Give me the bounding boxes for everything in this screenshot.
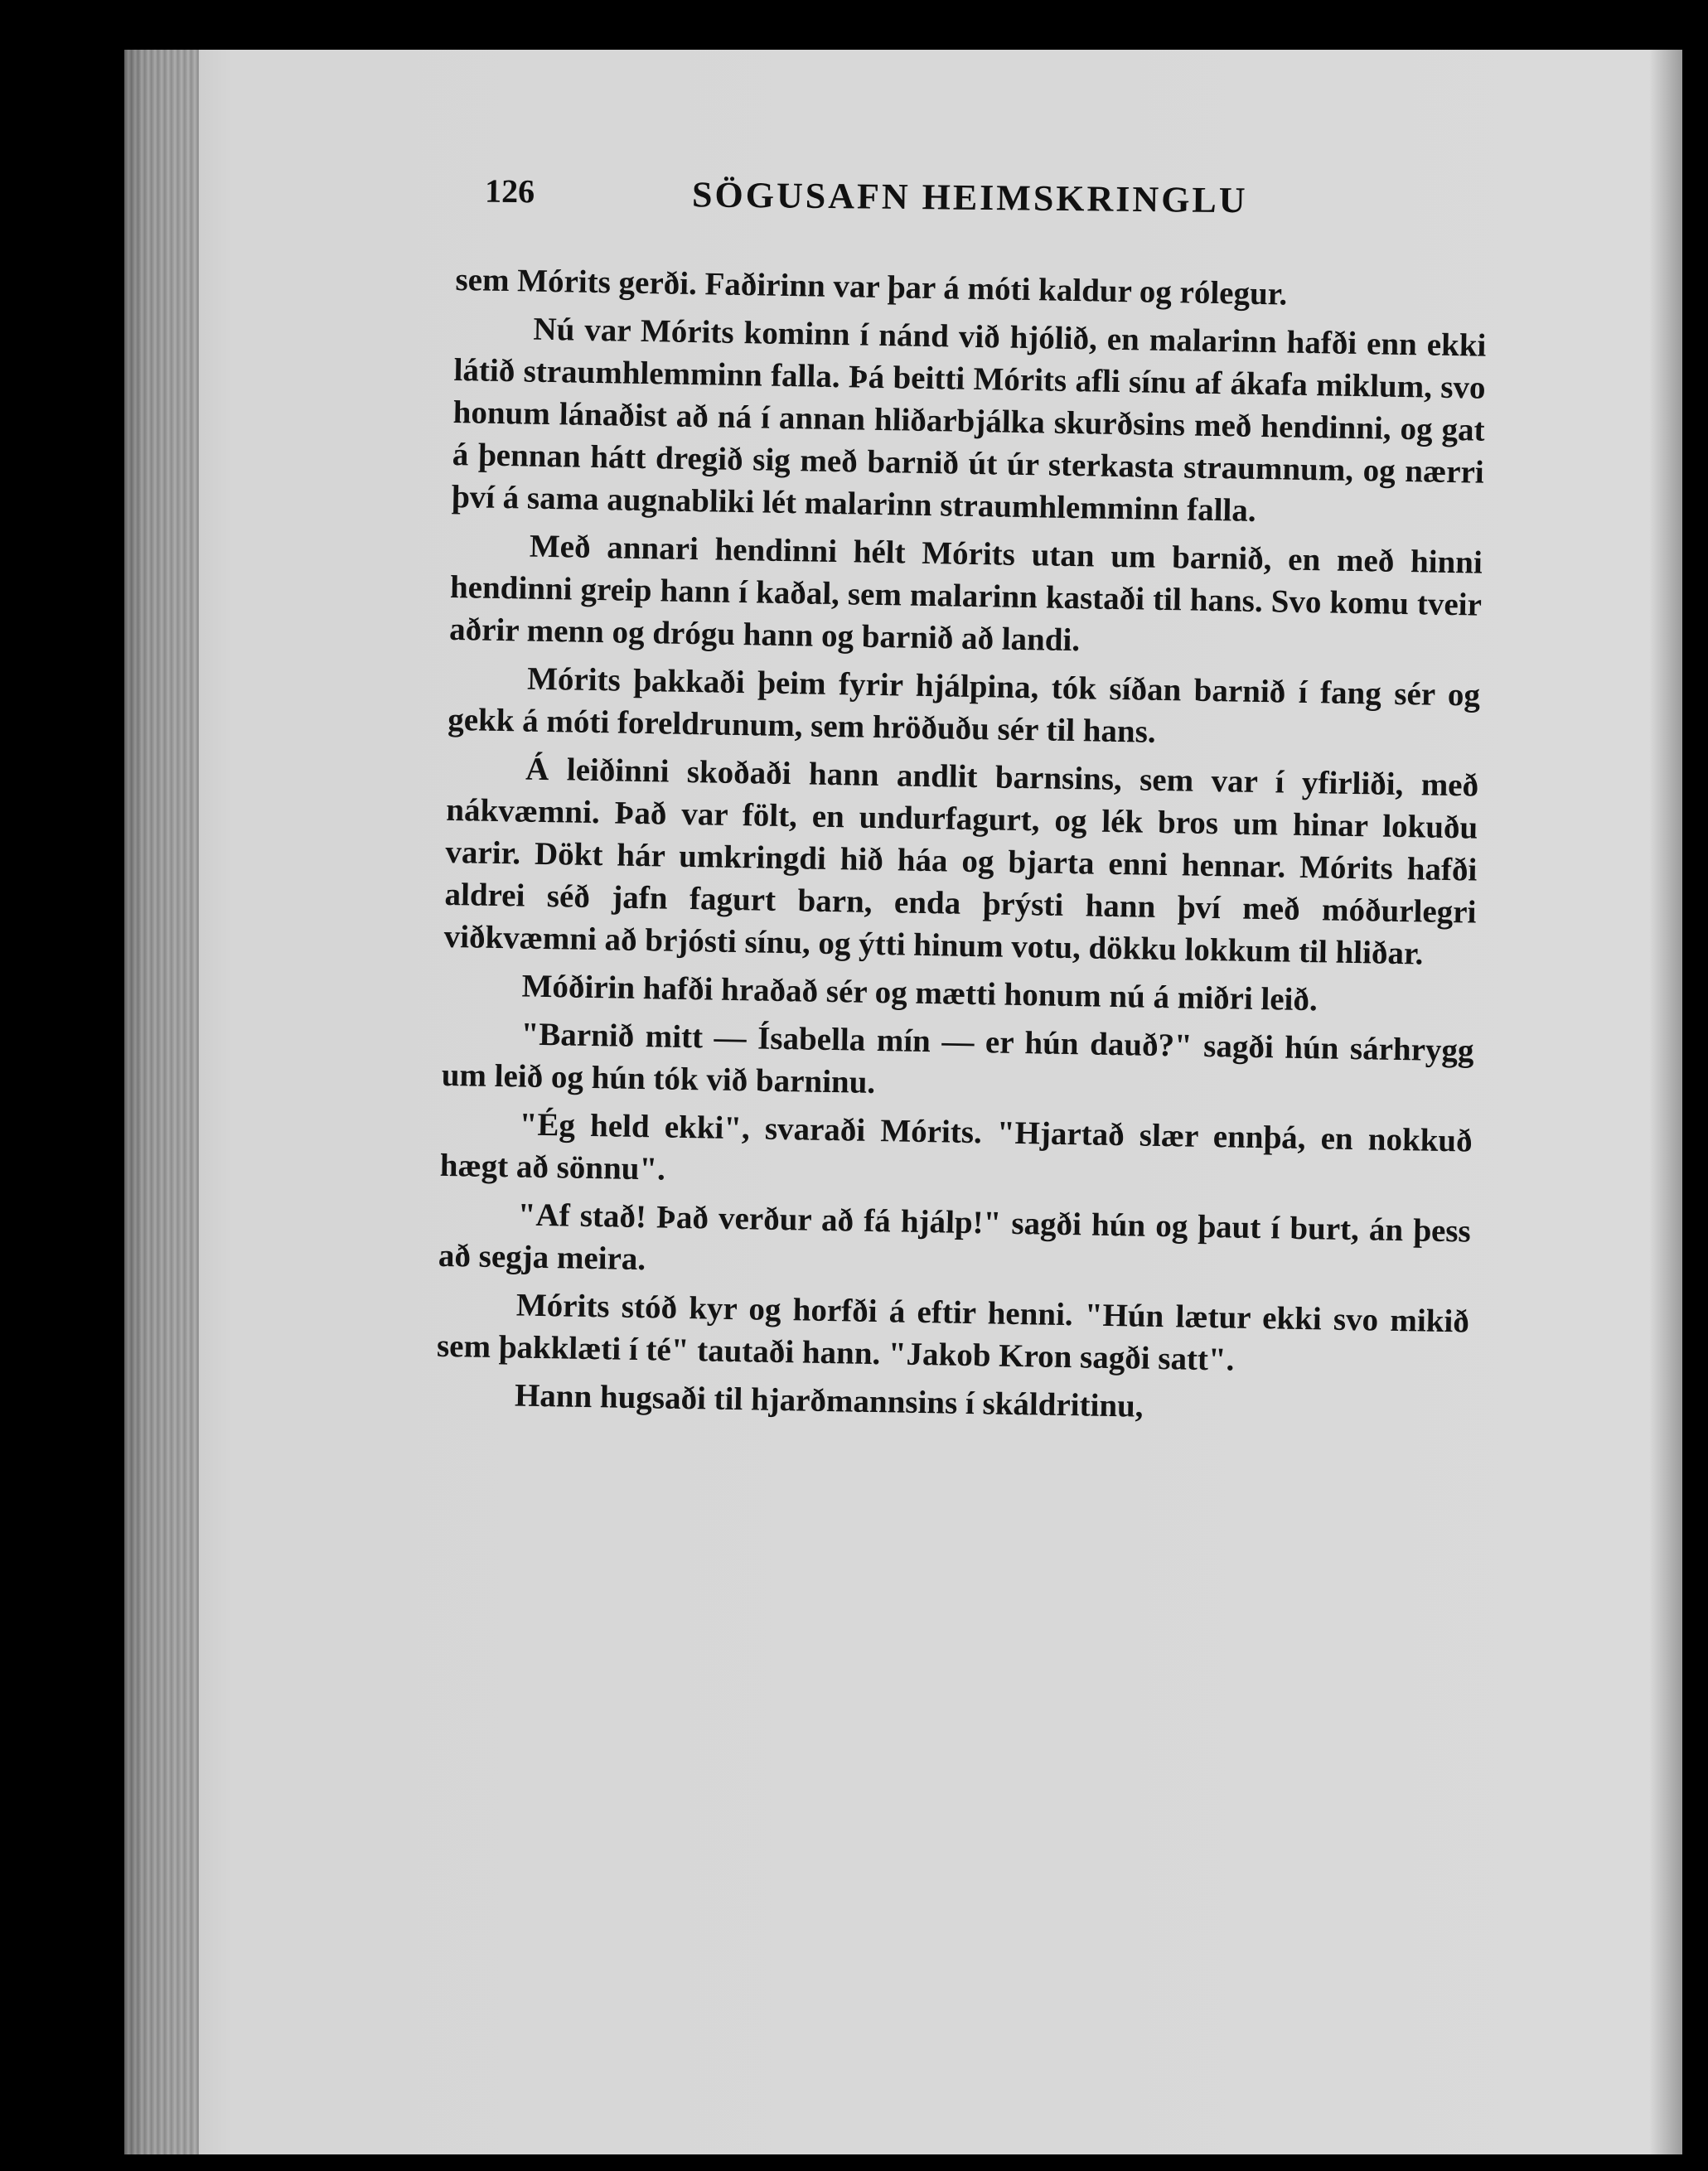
paragraph: "Barnið mitt — Ísabella mín — er hún dauð?" sagði hún sárhrygg um leið og hún tók við barninu. [441, 1016, 1474, 1100]
page-edges [124, 50, 199, 2154]
paragraph: Nú var Mórits kominn í nánd við hjólið, en malarinn hafði enn ekki látið straumhlemminn falla. Þá beitti Mórits afli sínu af ákafa miklum, svo honum lánaðist að ná í annan hliðarbjálka skurðsins með hendinni, og gat á þennan hátt dregið sig með barnið út úr sterkasta straumnum, og nærri því á sama augnabliki lét malarinn straumhlemminn falla. [451, 311, 1487, 529]
paragraph: Mórits stóð kyr og horfði á eftir henni. "Hún lætur ekki svo mikið sem þakklæti í té" tautaði hann. "Jakob Kron sagði satt". [436, 1287, 1470, 1378]
body-text [436, 259, 1488, 1439]
page-number: 126 [484, 172, 535, 210]
paragraph: "Af stað! Það verður að fá hjálp!" sagði hún og þaut í burt, án þess að segja meira. [438, 1197, 1472, 1278]
paragraph: Mórits þakkaði þeim fyrir hjálpina, tók síðan barnið í fang sér og gekk á móti foreldrunum, sem hröðuðu sér til hans. [447, 660, 1481, 750]
paragraph: Með annari hendinni hélt Mórits utan um barnið, en með hinni hendinni greip hann í kaðal, sem malarinn kastaði til hans. Svo komu tveir aðrir menn og drógu hann og barnið að landi. [448, 528, 1483, 659]
page-header [485, 172, 1331, 230]
paragraph: Hann hugsaði til hjarðmannsins í skáldritinu, [514, 1377, 1144, 1424]
paragraph: "Ég held ekki", svaraði Mórits. "Hjartað slær ennþá, en nokkuð hægt að sönnu". [439, 1106, 1473, 1187]
paragraph: Á leiðinni skoðaði hann andlit barnsins, sem var í yfirliði, með nákvæmni. Það var fölt, en undurfagurt, og lék bros um hinar lokuðu varir. Dökt hár umkringdi hið háa og bjarta enni hennar. Mórits hafði aldrei séð jafn fagurt barn, enda þrýsti hann því með móðurlegri viðkvæmni að brjósti sínu, og ýtti hinum votu, dökku lokkum til hliðar. [443, 751, 1479, 972]
running-title: SÖGUSAFN HEIMSKRINGLU [691, 174, 1248, 221]
paragraph: sem Mórits gerði. Faðirinn var þar á móti kaldur og rólegur. [455, 261, 1288, 312]
paragraph: Móðirin hafði hraðað sér og mætti honum nú á miðri leið. [521, 968, 1318, 1018]
